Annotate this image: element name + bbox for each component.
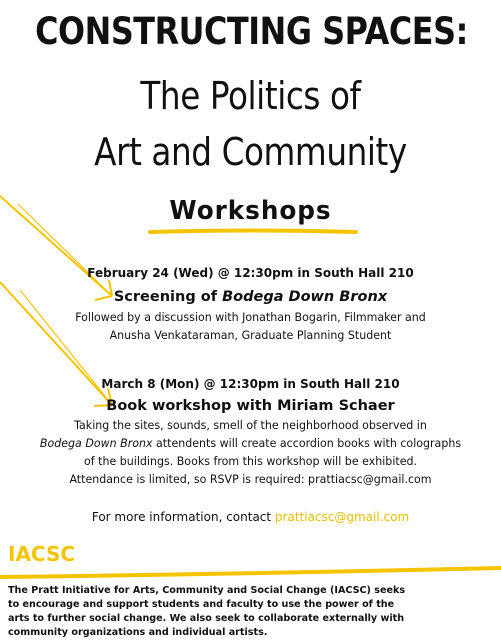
event-2-desc-line-1: Taking the sites, sounds, smell of the neighborhood observed in bbox=[74, 418, 427, 432]
event-2-desc-line-3: of the buildings. Books from this workshop will be exhibited. bbox=[83, 454, 418, 468]
workshops-underline bbox=[150, 231, 356, 233]
contact-prefix: For more information, contact bbox=[91, 509, 275, 524]
title-line-2: The Politics of bbox=[140, 74, 361, 118]
iacsc-line-2: to encourage and support students and faculty to use the power of the bbox=[8, 599, 395, 610]
event-2-film-title: Bodega Down Bronx bbox=[39, 436, 153, 450]
title-line-3: Art and Community bbox=[94, 130, 407, 174]
event-1-date: February 24 (Wed) @ 12:30pm in South Hall 210 bbox=[87, 266, 414, 280]
event-1-film-title: Bodega Down Bronx bbox=[222, 289, 388, 305]
event-1-title-prefix: Screening of bbox=[113, 289, 223, 305]
event-2-desc-line-4: Attendance is limited, so RSVP is required: prattiacsc@gmail.com bbox=[69, 472, 432, 486]
iacsc-line-4: community organizations and individual artists. bbox=[8, 627, 268, 638]
iacsc-heading: IACSC bbox=[8, 542, 76, 566]
title-line-1: CONSTRUCTING SPACES: bbox=[35, 10, 468, 53]
event-1-title bbox=[0, 289, 501, 305]
event-1-desc-line-1: Followed by a discussion with Jonathan Bogarin, Filmmaker and bbox=[75, 310, 426, 324]
event-1-desc-line-2: Anusha Venkataraman, Graduate Planning Student bbox=[109, 328, 392, 342]
contact-line bbox=[10, 508, 491, 525]
event-2-date: March 8 (Mon) @ 12:30pm in South Hall 210 bbox=[101, 377, 400, 391]
iacsc-description bbox=[8, 584, 498, 640]
contact-email-link[interactable]: prattiacsc@gmail.com bbox=[274, 509, 410, 524]
event-2-desc-line-2-rest: attendents will create accordion books with colographs bbox=[152, 436, 462, 450]
iacsc-line-3: arts to further social change. We also seek to collaborate externally with bbox=[8, 613, 405, 624]
iacsc-underline bbox=[0, 568, 501, 577]
section-title: Workshops bbox=[169, 196, 332, 226]
iacsc-line-1: The Pratt Initiative for Arts, Community and Social Change (IACSC) seeks bbox=[8, 585, 406, 596]
event-2-desc-line-2 bbox=[10, 435, 491, 452]
event-2-title: Book workshop with Miriam Schaer bbox=[106, 398, 395, 414]
